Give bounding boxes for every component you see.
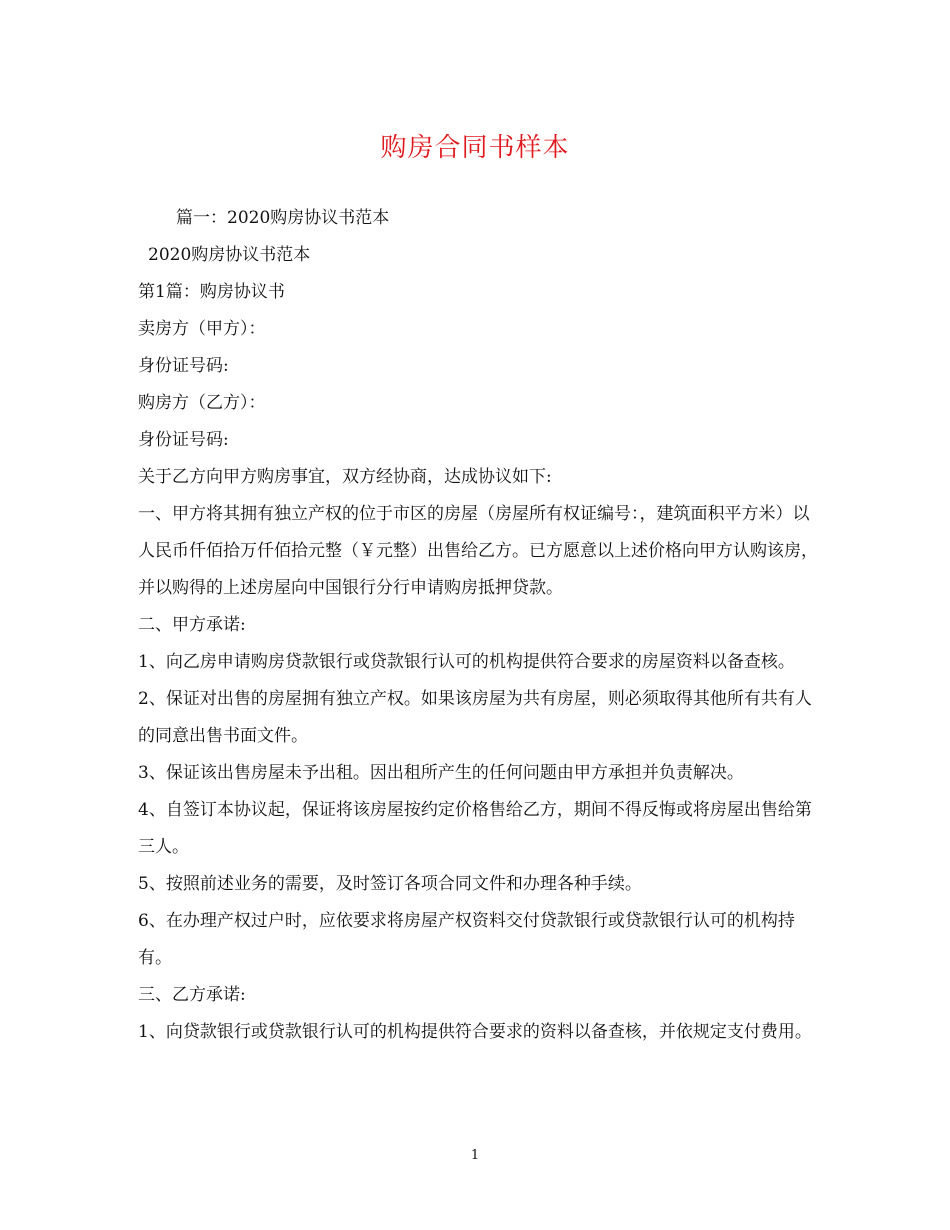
paragraph: 篇一：2020购房协议书范本: [176, 208, 390, 228]
paragraph: 6、在办理产权过户时，应依要求将房屋产权资料交付贷款银行或贷款银行认可的机构持有。: [138, 911, 795, 968]
paragraph: 身份证号码:: [138, 356, 229, 376]
paragraph: 第1篇：购房协议书: [138, 282, 285, 302]
document-body: [138, 200, 818, 1051]
paragraph: 二、甲方承诺:: [138, 615, 246, 635]
paragraph: 5、按照前述业务的需要，及时签订各项合同文件和办理各种手续。: [138, 874, 642, 894]
paragraph: 身份证号码:: [138, 430, 229, 450]
paragraph: 关于乙方向甲方购房事宜，双方经协商，达成协议如下:: [138, 467, 552, 487]
page-number: 1: [470, 1148, 480, 1163]
paragraph: 3、保证该出售房屋未予出租。因出租所产生的任何问题由甲方承担并负责解决。: [138, 763, 744, 783]
paragraph: 三、乙方承诺:: [138, 985, 246, 1005]
paragraph: 1、向贷款银行或贷款银行认可的机构提供符合要求的资料以备查核，并依规定支付费用。: [138, 1022, 812, 1042]
paragraph: 购房方（乙方）：: [138, 393, 266, 413]
paragraph: 2020购房协议书范本: [148, 245, 311, 265]
document-title: 购房合同书样本: [380, 133, 570, 163]
paragraph: 2、保证对出售的房屋拥有独立产权。如果该房屋为共有房屋，则必须取得其他所有共有人的同意出售书面文件。: [138, 689, 812, 746]
paragraph: 1、向乙房申请购房贷款银行或贷款银行认可的机构提供符合要求的房屋资料以备查核。: [138, 652, 795, 672]
paragraph: 卖房方（甲方）：: [138, 319, 266, 339]
paragraph: 4、自签订本协议起，保证将该房屋按约定价格售给乙方，期间不得反悔或将房屋出售给第三人。: [138, 800, 812, 857]
paragraph: 一、甲方将其拥有独立产权的位于市区的房屋（房屋所有权证编号：，建筑面积平方米）以人民币仟佰拾万仟佰拾元整（￥元整）出售给乙方。已方愿意以上述价格向甲方认购该房，并以购得的上述房屋向中国银行分行申请购房抵押贷款。: [138, 504, 818, 598]
